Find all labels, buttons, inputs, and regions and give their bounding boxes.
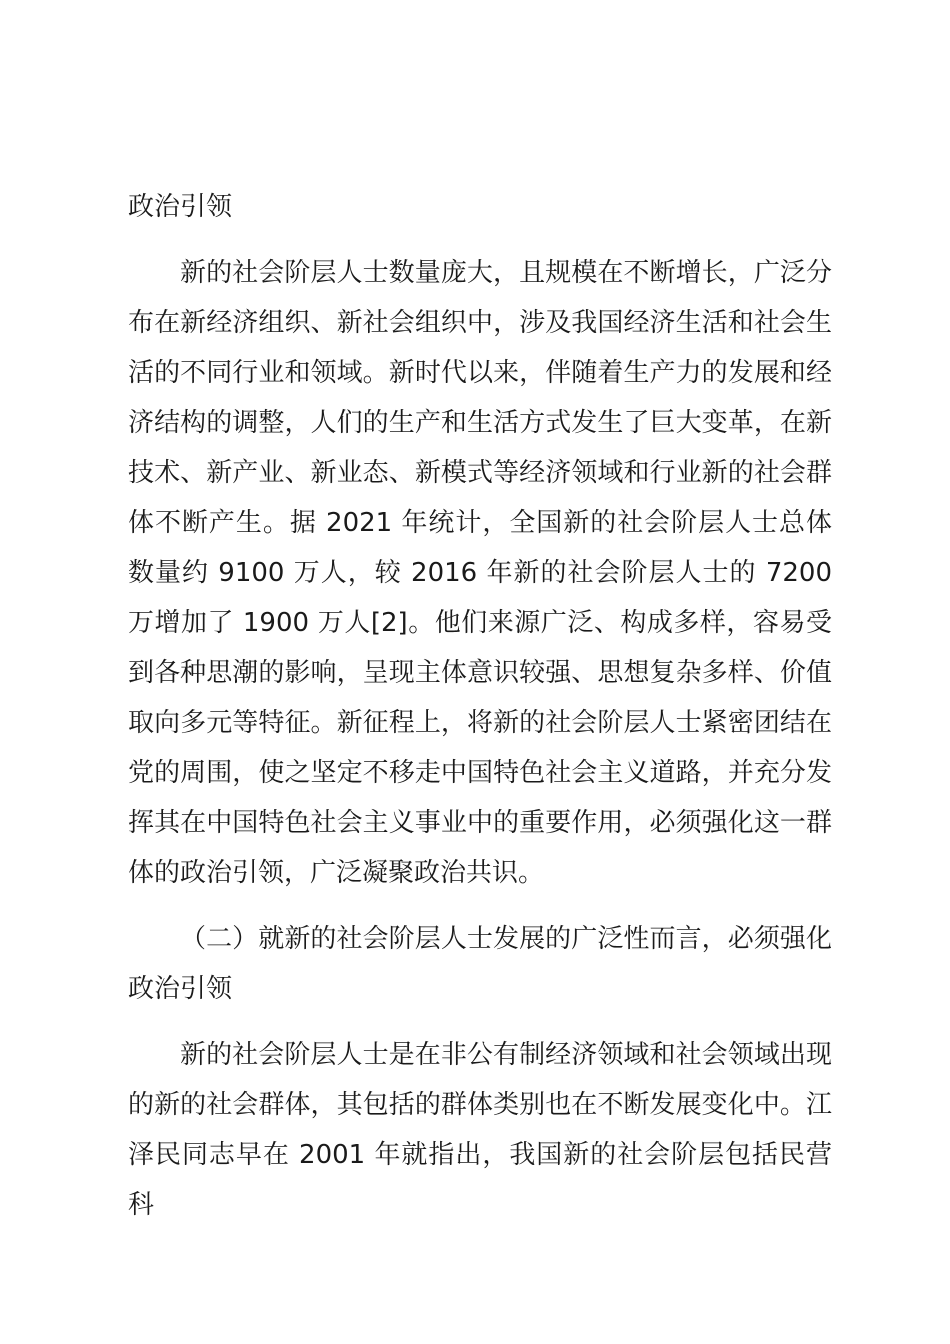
section-heading-2: （二）就新的社会阶层人士发展的广泛性而言，必须强化政治引领 — [128, 924, 832, 1004]
heading-continuation: 政治引领 — [128, 192, 233, 222]
document-body — [128, 182, 832, 1230]
body-paragraph-2: 新的社会阶层人士是在非公有制经济领域和社会领域出现的新的社会群体，其包括的群体类别也在不断发展变化中。江泽民同志早在 2001 年就指出，我国新的社会阶层包括民营科 — [128, 1040, 832, 1220]
body-paragraph-1: 新的社会阶层人士数量庞大，且规模在不断增长，广泛分布在新经济组织、新社会组织中，涉及我国经济生活和社会生活的不同行业和领域。新时代以来，伴随着生产力的发展和经济结构的调整，人们的生产和生活方式发生了巨大变革，在新技术、新产业、新业态、新模式等经济领域和行业新的社会群体不断产生。据 2021 年统计，全国新的社会阶层人士总体数量约 9100 万人，较 2016 年新的社会阶层人士的 7200 万增加了 1900 万人[2]。他们来源广泛、构成多样，容易受到各种思潮的影响，呈现主体意识较强、思想复杂多样、价值取向多元等特征。新征程上，将新的社会阶层人士紧密团结在党的周围，使之坚定不移走中国特色社会主义道路，并充分发挥其在中国特色社会主义事业中的重要作用，必须强化这一群体的政治引领，广泛凝聚政治共识。 — [128, 258, 832, 888]
